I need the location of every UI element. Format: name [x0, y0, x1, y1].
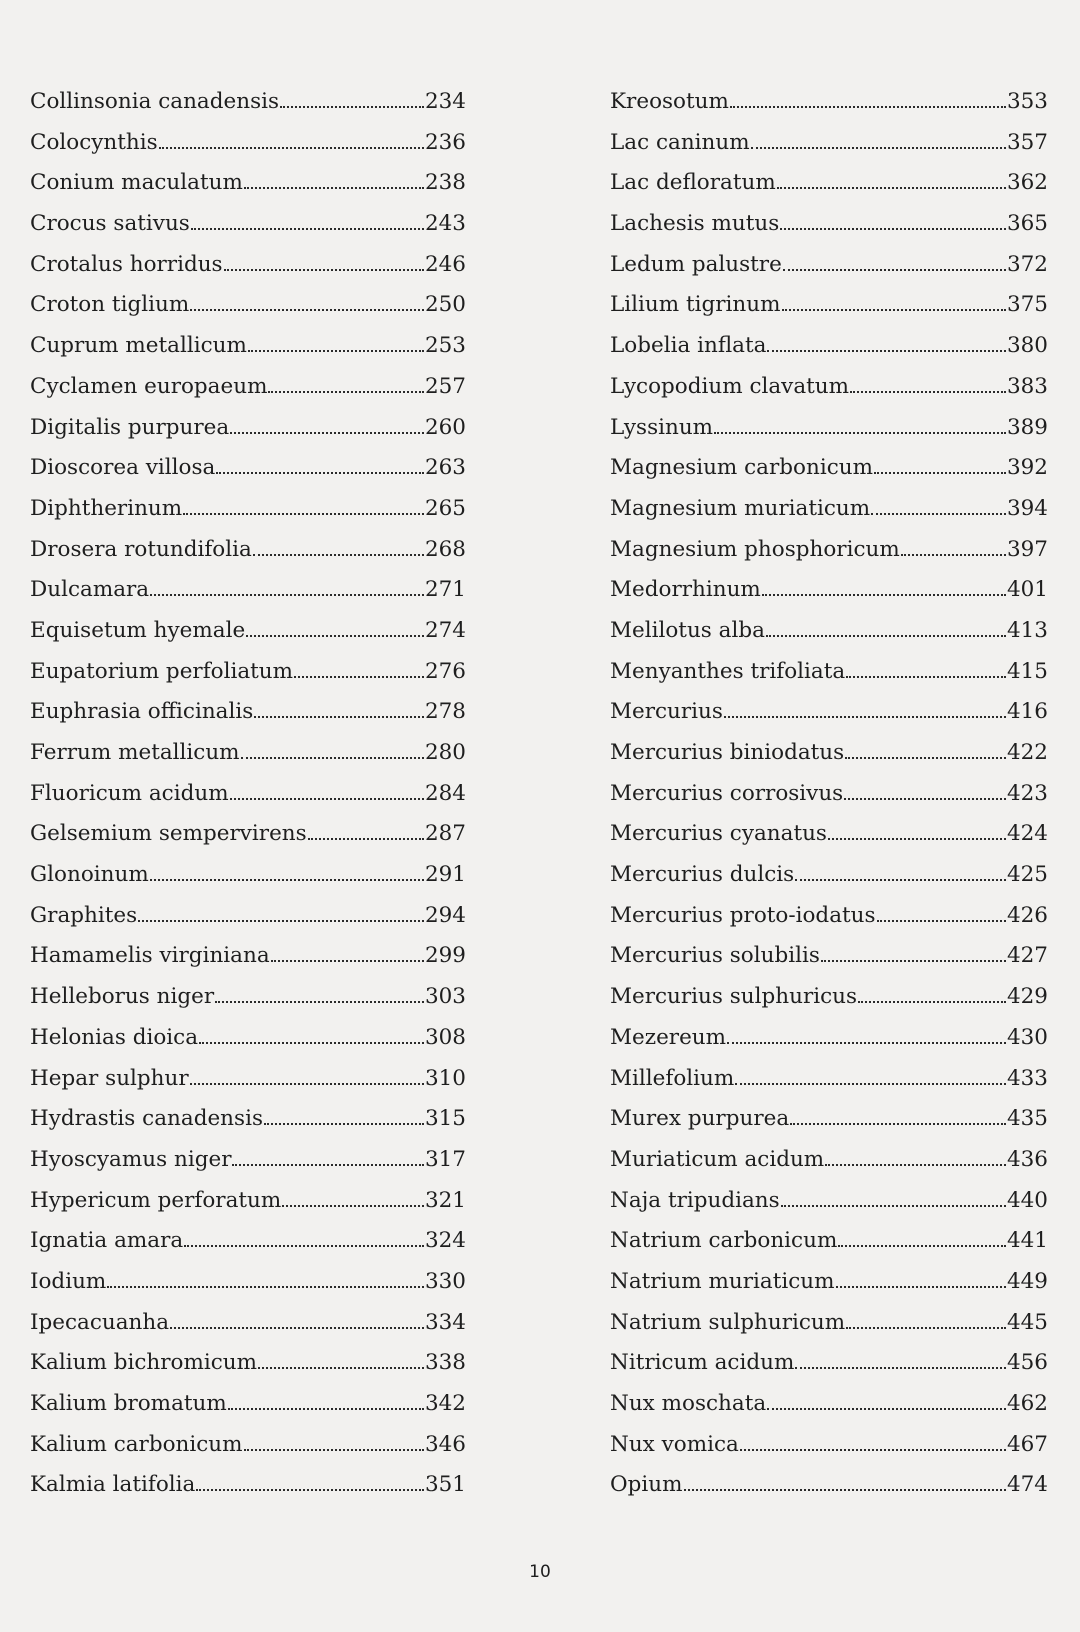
index-entry: [30, 1059, 466, 1100]
entry-name: Natrium muriaticum: [610, 1268, 835, 1294]
dot-leader: [871, 513, 1006, 515]
entry-page-number: 250: [424, 292, 466, 318]
page-number: 10: [529, 1562, 551, 1582]
dot-leader: [821, 960, 1006, 962]
entry-page-number: 424: [1006, 821, 1048, 847]
entry-page-number: 276: [424, 658, 466, 684]
entry-page-number: 445: [1006, 1309, 1048, 1335]
entry-name: Kalium bromatum: [30, 1391, 227, 1416]
entry-name: Hypericum perforatum: [30, 1187, 282, 1213]
dot-leader: [735, 1083, 1006, 1085]
entry-name: Lachesis mutus: [610, 211, 780, 237]
entry-name: Ledum palustre: [610, 251, 782, 277]
index-entry: [30, 1425, 466, 1466]
index-entry: [610, 855, 1048, 896]
entry-name: Iodium: [30, 1268, 107, 1294]
entry-page-number: 416: [1006, 699, 1048, 725]
entry-page-number: 334: [424, 1309, 466, 1335]
entry-page-number: 436: [1006, 1146, 1048, 1172]
index-entry: [610, 1465, 1048, 1506]
dot-leader: [150, 879, 424, 881]
entry-page-number: 422: [1006, 740, 1048, 765]
entry-name: Hepar sulphur: [30, 1065, 189, 1091]
entry-name: Mercurius solubilis: [610, 943, 820, 969]
dot-leader: [858, 1001, 1006, 1003]
entry-name: Helonias dioica: [30, 1024, 199, 1050]
index-entry: [30, 326, 466, 367]
index-entry: [30, 489, 466, 530]
dot-leader: [258, 1367, 424, 1369]
index-entry: [610, 367, 1048, 408]
entry-name: Millefolium: [610, 1065, 735, 1091]
entry-page-number: 321: [424, 1187, 466, 1213]
index-entry: [30, 855, 466, 896]
entry-page-number: 294: [424, 902, 466, 928]
entry-name: Kreosotum: [610, 89, 729, 114]
entry-page-number: 392: [1006, 455, 1048, 481]
index-entry: [30, 936, 466, 977]
dot-leader: [254, 716, 424, 718]
dot-leader: [253, 554, 424, 556]
entry-name: Mercurius proto-iodatus: [610, 902, 876, 928]
entry-name: Crocus sativus: [30, 211, 190, 237]
entry-name: Kalium carbonicum: [30, 1431, 243, 1457]
dot-leader: [271, 960, 424, 962]
index-entry: [30, 1465, 466, 1506]
dot-leader: [766, 635, 1006, 637]
dot-leader: [777, 187, 1006, 189]
entry-page-number: 397: [1006, 536, 1048, 562]
index-entry: [610, 326, 1048, 367]
entry-name: Nux moschata: [610, 1391, 767, 1416]
dot-leader: [228, 1408, 424, 1410]
dot-leader: [782, 309, 1006, 311]
dot-leader: [901, 554, 1006, 556]
entry-page-number: 274: [424, 617, 466, 643]
index-entry: [610, 936, 1048, 977]
entry-page-number: 441: [1006, 1228, 1048, 1254]
entry-name: Hydrastis canadensis: [30, 1106, 263, 1132]
index-entry: [30, 1099, 466, 1140]
entry-page-number: 346: [424, 1431, 466, 1457]
entry-name: Fluoricum acidum: [30, 780, 229, 806]
dot-leader: [280, 106, 424, 108]
entry-name: Diphtherinum: [30, 495, 183, 521]
dot-leader: [246, 635, 424, 637]
index-entry: [30, 285, 466, 326]
entry-name: Lac caninum: [610, 129, 750, 155]
dot-leader: [282, 1205, 424, 1207]
dot-leader: [191, 228, 424, 230]
index-entry: [30, 611, 466, 652]
index-entry: [30, 692, 466, 733]
dot-leader: [846, 1327, 1006, 1329]
entry-page-number: 243: [424, 211, 466, 237]
dot-leader: [294, 676, 424, 678]
index-entry: [610, 1140, 1048, 1181]
index-entry: [610, 1425, 1048, 1466]
dot-leader: [825, 1164, 1006, 1166]
entry-page-number: 284: [424, 780, 466, 806]
index-entry: [610, 1018, 1048, 1059]
index-entry: [610, 570, 1048, 611]
index-entry: [30, 977, 466, 1018]
entry-page-number: 389: [1006, 414, 1048, 440]
entry-name: Murex purpurea: [610, 1106, 790, 1132]
dot-leader: [874, 472, 1006, 474]
dot-leader: [248, 350, 424, 352]
entry-page-number: 433: [1006, 1065, 1048, 1091]
entry-name: Mercurius dulcis: [610, 862, 795, 888]
entry-name: Mercurius cyanatus: [610, 821, 827, 847]
dot-leader: [107, 1286, 424, 1288]
entry-name: Equisetum hyemale: [30, 617, 246, 643]
index-entry: [30, 1181, 466, 1222]
index-column-left: [30, 82, 466, 1506]
entry-name: Ignatia amara: [30, 1228, 184, 1254]
entry-name: Muriaticum acidum: [610, 1146, 825, 1172]
index-entry: [30, 530, 466, 571]
entry-name: Menyanthes trifoliata: [610, 658, 846, 684]
entry-page-number: 401: [1006, 577, 1048, 603]
entry-name: Kalmia latifolia: [30, 1472, 196, 1498]
dot-leader: [244, 187, 424, 189]
entry-page-number: 380: [1006, 333, 1048, 359]
entry-name: Croton tiglium: [30, 292, 190, 318]
dot-leader: [740, 1449, 1006, 1451]
entry-page-number: 372: [1006, 251, 1048, 277]
index-entry: [610, 245, 1048, 286]
entry-name: Opium: [610, 1472, 683, 1498]
entry-page-number: 317: [424, 1146, 466, 1172]
dot-leader: [308, 838, 424, 840]
index-entry: [30, 163, 466, 204]
entry-name: Cuprum metallicum: [30, 333, 247, 359]
entry-page-number: 287: [424, 821, 466, 847]
dot-leader: [159, 147, 424, 149]
entry-name: Drosera rotundifolia: [30, 536, 252, 562]
entry-page-number: 427: [1006, 943, 1048, 969]
index-entry: [610, 1303, 1048, 1344]
entry-name: Magnesium muriaticum: [610, 495, 871, 521]
index-entry: [610, 611, 1048, 652]
index-entry: [610, 733, 1048, 774]
dot-leader: [767, 1408, 1006, 1410]
entry-page-number: 365: [1006, 211, 1048, 237]
dot-leader: [224, 269, 424, 271]
index-entry: [610, 1221, 1048, 1262]
entry-name: Lycopodium clavatum: [610, 373, 850, 399]
dot-leader: [230, 432, 424, 434]
dot-leader: [838, 1245, 1006, 1247]
entry-name: Conium maculatum: [30, 170, 243, 196]
index-column-right: [610, 82, 1048, 1506]
entry-page-number: 440: [1006, 1187, 1048, 1213]
entry-page-number: 324: [424, 1228, 466, 1254]
entry-name: Eupatorium perfoliatum: [30, 658, 294, 684]
entry-name: Melilotus alba: [610, 617, 765, 643]
dot-leader: [846, 676, 1006, 678]
index-entry: [30, 204, 466, 245]
entry-name: Euphrasia officinalis: [30, 699, 254, 725]
dot-leader: [244, 1449, 424, 1451]
index-entry: [610, 204, 1048, 245]
dot-leader: [190, 309, 424, 311]
entry-page-number: 474: [1006, 1472, 1048, 1498]
entry-name: Hyoscyamus niger: [30, 1146, 232, 1172]
dot-leader: [844, 798, 1006, 800]
dot-leader: [795, 1367, 1006, 1369]
dot-leader: [216, 472, 424, 474]
entry-name: Gelsemium sempervirens: [30, 821, 307, 847]
dot-leader: [230, 798, 424, 800]
dot-leader: [828, 838, 1006, 840]
entry-name: Natrium carbonicum: [610, 1228, 838, 1254]
dot-leader: [795, 879, 1006, 881]
entry-name: Ipecacuanha: [30, 1309, 170, 1335]
dot-leader: [150, 594, 424, 596]
dot-leader: [751, 147, 1006, 149]
entry-page-number: 236: [424, 129, 466, 155]
dot-leader: [780, 228, 1006, 230]
entry-page-number: 246: [424, 251, 466, 277]
entry-page-number: 338: [424, 1350, 466, 1376]
index-entry: [610, 692, 1048, 733]
dot-leader: [190, 1083, 424, 1085]
entry-name: Helleborus niger: [30, 984, 215, 1010]
index-entry: [610, 1181, 1048, 1222]
entry-page-number: 257: [424, 373, 466, 399]
entry-name: Nux vomica: [610, 1431, 739, 1457]
entry-page-number: 310: [424, 1065, 466, 1091]
entry-name: Digitalis purpurea: [30, 414, 230, 440]
entry-name: Mercurius: [610, 699, 723, 725]
index-entry: [30, 774, 466, 815]
entry-page-number: 375: [1006, 292, 1048, 318]
index-entry: [610, 896, 1048, 937]
entry-page-number: 449: [1006, 1268, 1048, 1294]
entry-name: Hamamelis virginiana: [30, 943, 270, 969]
index-entry: [30, 245, 466, 286]
entry-page-number: 342: [424, 1391, 466, 1416]
index-entry: [30, 652, 466, 693]
index-entry: [610, 285, 1048, 326]
index-entry: [30, 1262, 466, 1303]
entry-page-number: 260: [424, 414, 466, 440]
entry-page-number: 253: [424, 333, 466, 359]
dot-leader: [268, 391, 423, 393]
entry-name: Lyssinum: [610, 414, 714, 440]
dot-leader: [184, 1245, 424, 1247]
index-entry: [30, 1343, 466, 1384]
entry-name: Lobelia inflata: [610, 333, 767, 359]
entry-page-number: 265: [424, 495, 466, 521]
entry-page-number: 280: [424, 740, 466, 765]
entry-page-number: 303: [424, 984, 466, 1010]
index-entry: [610, 123, 1048, 164]
entry-page-number: 234: [424, 89, 466, 114]
entry-name: Ferrum metallicum: [30, 740, 240, 765]
entry-name: Nitricum acidum: [610, 1350, 795, 1376]
entry-page-number: 357: [1006, 129, 1048, 155]
index-entry: [610, 408, 1048, 449]
index-entry: [30, 367, 466, 408]
dot-leader: [232, 1164, 423, 1166]
dot-leader: [783, 269, 1006, 271]
index-entry: [30, 448, 466, 489]
entry-name: Magnesium phosphoricum: [610, 536, 900, 562]
index-entry: [30, 1221, 466, 1262]
entry-page-number: 351: [424, 1472, 466, 1498]
dot-leader: [877, 920, 1006, 922]
entry-page-number: 315: [424, 1106, 466, 1132]
entry-name: Mezereum: [610, 1024, 727, 1050]
entry-page-number: 430: [1006, 1024, 1048, 1050]
entry-page-number: 429: [1006, 984, 1048, 1010]
dot-leader: [850, 391, 1006, 393]
index-entry: [610, 774, 1048, 815]
index-entry: [610, 1384, 1048, 1425]
entry-page-number: 238: [424, 170, 466, 196]
entry-page-number: 353: [1006, 89, 1048, 114]
dot-leader: [215, 1001, 424, 1003]
dot-leader: [836, 1286, 1006, 1288]
index-entry: [610, 1059, 1048, 1100]
entry-name: Naja tripudians: [610, 1187, 780, 1213]
dot-leader: [264, 1123, 424, 1125]
entry-page-number: 362: [1006, 170, 1048, 196]
index-entry: [30, 896, 466, 937]
index-entry: [30, 82, 466, 123]
entry-page-number: 467: [1006, 1431, 1048, 1457]
dot-leader: [199, 1042, 424, 1044]
index-entry: [30, 1303, 466, 1344]
dot-leader: [724, 716, 1006, 718]
entry-name: Lilium tigrinum: [610, 292, 781, 318]
entry-page-number: 330: [424, 1268, 466, 1294]
dot-leader: [845, 757, 1006, 759]
index-entry: [610, 163, 1048, 204]
entry-name: Colocynthis: [30, 129, 158, 155]
index-entry: [610, 530, 1048, 571]
entry-name: Crotalus horridus: [30, 251, 223, 277]
index-entry: [610, 1262, 1048, 1303]
dot-leader: [684, 1489, 1006, 1491]
entry-page-number: 462: [1006, 1391, 1048, 1416]
entry-page-number: 394: [1006, 495, 1048, 521]
index-entry: [30, 733, 466, 774]
dot-leader: [727, 1042, 1006, 1044]
entry-page-number: 423: [1006, 780, 1048, 806]
dot-leader: [241, 757, 424, 759]
index-entry: [30, 814, 466, 855]
entry-page-number: 383: [1006, 373, 1048, 399]
entry-name: Natrium sulphuricum: [610, 1309, 846, 1335]
dot-leader: [170, 1327, 424, 1329]
index-entry: [610, 814, 1048, 855]
index-entry: [610, 489, 1048, 530]
entry-page-number: 268: [424, 536, 466, 562]
entry-name: Dulcamara: [30, 577, 150, 603]
index-entry: [610, 82, 1048, 123]
entry-page-number: 278: [424, 699, 466, 725]
index-entry: [30, 570, 466, 611]
dot-leader: [781, 1205, 1006, 1207]
index-entry: [30, 123, 466, 164]
entry-page-number: 435: [1006, 1106, 1048, 1132]
entry-name: Medorrhinum: [610, 577, 761, 603]
entry-page-number: 415: [1006, 658, 1048, 684]
entry-page-number: 426: [1006, 902, 1048, 928]
entry-name: Collinsonia canadensis: [30, 89, 280, 114]
index-entry: [30, 1384, 466, 1425]
index-entry: [30, 1140, 466, 1181]
entry-name: Kalium bichromicum: [30, 1350, 257, 1376]
entry-page-number: 413: [1006, 617, 1048, 643]
entry-name: Magnesium carbonicum: [610, 455, 873, 481]
entry-name: Lac defloratum: [610, 170, 776, 196]
index-entry: [610, 652, 1048, 693]
dot-leader: [767, 350, 1006, 352]
entry-name: Cyclamen europaeum: [30, 373, 268, 399]
index-entry: [610, 1343, 1048, 1384]
entry-page-number: 425: [1006, 862, 1048, 888]
dot-leader: [714, 432, 1006, 434]
dot-leader: [730, 106, 1006, 108]
dot-leader: [196, 1489, 424, 1491]
entry-name: Graphites: [30, 902, 138, 928]
entry-name: Glonoinum: [30, 862, 149, 888]
dot-leader: [183, 513, 424, 515]
entry-page-number: 291: [424, 862, 466, 888]
dot-leader: [138, 920, 424, 922]
entry-page-number: 456: [1006, 1350, 1048, 1376]
dot-leader: [762, 594, 1006, 596]
entry-name: Mercurius corrosivus: [610, 780, 844, 806]
index-entry: [30, 1018, 466, 1059]
index-entry: [610, 448, 1048, 489]
entry-page-number: 299: [424, 943, 466, 969]
entry-name: Mercurius sulphuricus: [610, 984, 858, 1010]
entry-name: Mercurius biniodatus: [610, 740, 845, 765]
entry-page-number: 308: [424, 1024, 466, 1050]
index-entry: [610, 977, 1048, 1018]
index-entry: [30, 408, 466, 449]
entry-name: Dioscorea villosa: [30, 455, 216, 481]
dot-leader: [790, 1123, 1006, 1125]
entry-page-number: 263: [424, 455, 466, 481]
index-entry: [610, 1099, 1048, 1140]
entry-page-number: 271: [424, 577, 466, 603]
